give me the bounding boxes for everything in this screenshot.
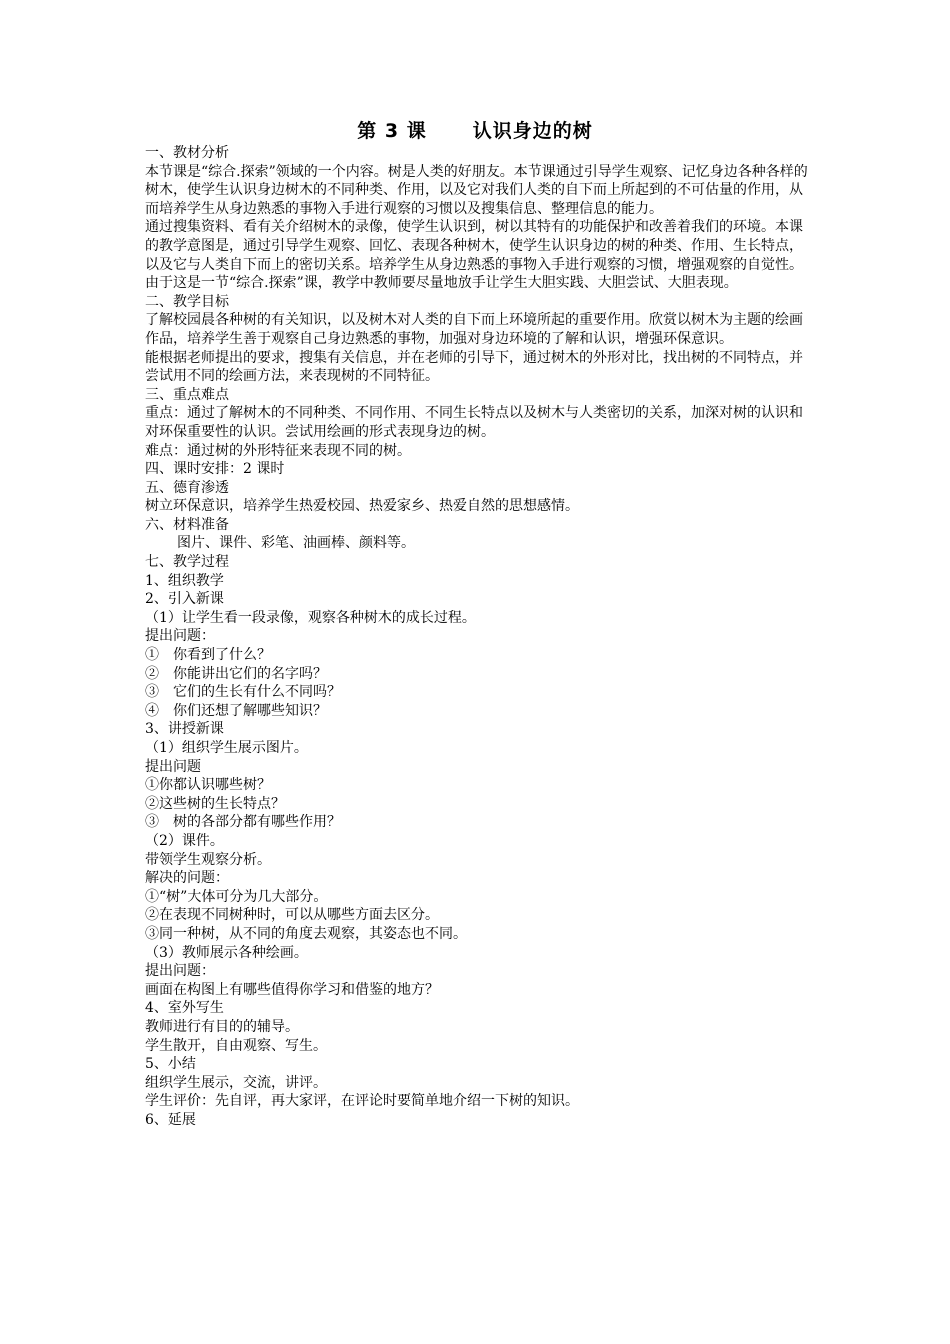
list-item: （1）组织学生展示图片。 (145, 740, 308, 756)
paragraph: 树立环保意识，培养学生热爱校园、热爱家乡、热爱自然的思想感情。 (145, 498, 579, 515)
lesson-number: 第 3 课 (357, 120, 427, 142)
section-heading: 三、重点难点 (145, 386, 229, 403)
paragraph: 重点：通过了解树木的不同种类、不同作用、不同生长特点以及树木与人类密切的关系，加深对树的认识和对环保重要性的认识。尝试用绘画的形式表现身边的树。 (145, 405, 803, 440)
step-heading: 3、讲授新课 (145, 721, 224, 738)
lesson-title (0, 116, 950, 143)
list-item: 提出问题： (145, 628, 215, 645)
list-item: 带领学生观察分析。 (145, 851, 271, 868)
document-body (145, 144, 810, 1129)
list-item: 解决的问题： (145, 870, 229, 887)
section-heading: 一、教材分析 (145, 145, 229, 161)
list-item: ③ 它们的生长有什么不同吗？ (145, 684, 341, 701)
section-heading: 七、教学过程 (145, 554, 229, 571)
lesson-topic: 认识身边的树 (472, 120, 593, 142)
list-item: （3）教师展示各种绘画。 (145, 944, 308, 961)
paragraph: 本节课是“综合.探索”领域的一个内容。树是人类的好朋友。本节课通过引导学生观察、记忆身边各种各样的树木，使学生认识身边树木的不同种类、作用，以及它对我们人类的自下而上所起到的不可估量的作用，从而培养学生从身边熟悉的事物入手进行观察的习惯以及搜集信息、整理信息的能力。 (145, 163, 808, 217)
list-item: 学生评价：先自评，再大家评，在评论时要简单地介绍一下树的知识。 (145, 1093, 579, 1110)
list-item: ①你都认识哪些树？ (145, 777, 271, 794)
step-heading: 4、室外写生 (145, 1000, 224, 1017)
list-item: ③ 树的各部分都有哪些作用？ (145, 814, 341, 831)
list-item: ③同一种树，从不同的角度去观察，其姿态也不同。 (145, 925, 467, 942)
paragraph: 难点：通过树的外形特征来表现不同的树。 (145, 442, 411, 459)
paragraph: 了解校园晨各种树的有关知识，以及树木对人类的自下而上环境所起的重要作用。欣赏以树木为主题的绘画作品，培养学生善于观察自己身边熟悉的事物，加强对身边环境的了解和认识，增强环保意识。 (145, 312, 803, 347)
section-heading: 四、课时安排：2 课时 (145, 461, 285, 478)
list-item: 组织学生展示，交流，讲评。 (145, 1074, 327, 1091)
section-heading: 二、教学目标 (145, 293, 229, 310)
list-item: ②在表现不同树种时，可以从哪些方面去区分。 (145, 907, 439, 924)
list-item: （1）让学生看一段录像，观察各种树木的成长过程。 (145, 609, 476, 626)
list-item: 画面在构图上有哪些值得你学习和借鉴的地方？ (145, 981, 439, 998)
paragraph: 能根据老师提出的要求，搜集有关信息，并在老师的引导下，通过树木的外形对比，找出树的不同特点，并尝试用不同的绘画方法，来表现树的不同特征。 (145, 349, 803, 385)
step-heading: 1、组织教学 (145, 572, 224, 589)
list-item: 教师进行有目的的辅导。 (145, 1018, 299, 1035)
list-item: ①“树”大体可分为几大部分。 (145, 888, 328, 905)
list-item: ②这些树的生长特点？ (145, 795, 285, 812)
list-item: 提出问题： (145, 963, 215, 980)
list-item: 学生散开，自由观察、写生。 (145, 1037, 327, 1054)
list-item: ④ 你们还想了解哪些知识？ (145, 702, 327, 719)
section-heading: 五、德育渗透 (145, 479, 229, 496)
step-heading: 6、延展 (145, 1111, 196, 1128)
list-item: ② 你能讲出它们的名字吗？ (145, 665, 327, 682)
list-item: 提出问题 (145, 758, 201, 775)
step-heading: 2、引入新课 (145, 591, 224, 608)
step-heading: 5、小结 (145, 1056, 196, 1073)
paragraph: 通过搜集资料、看有关介绍树木的录像，使学生认识到，树以其特有的功能保护和改善着我们的环境。本课的教学意图是，通过引导学生观察、回忆、表现各种树木，使学生认识身边的树的种类、作用、生长特点，以及它与人类自下而上的密切关系。培养学生从身边熟悉的事物入手进行观察的习惯，增强观察的自觉性。由于这是一节“综合.探索”课，教学中教师要尽量地放手让学生大胆实践、大胆尝试、大胆表现。 (145, 219, 803, 292)
list-item: （2）课件。 (145, 832, 224, 849)
paragraph: 图片、课件、彩笔、油画棒、颜料等。 (177, 535, 415, 552)
section-heading: 六、材料准备 (145, 516, 229, 533)
list-item: ① 你看到了什么？ (145, 647, 271, 664)
